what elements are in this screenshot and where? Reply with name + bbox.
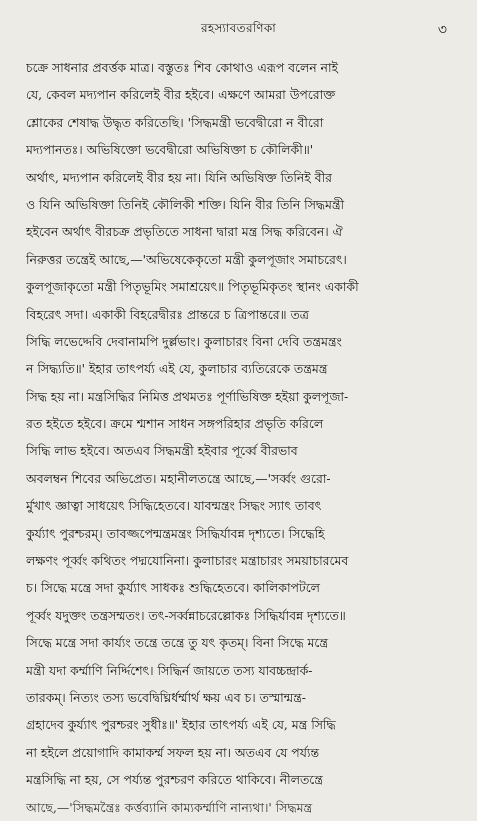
text-line: সিদ্ধ হয় না। মন্ত্রসিদ্ধির নিমিত্ত প্রথমতঃ পূর্ণাভিষিক্ত হইয়া কুলপূজা- xyxy=(26,388,349,404)
text-line: না হইলে প্রয়োগাদি কামাকর্ম্ম সফল হয় না। অতএব যে পর্য্যন্ত xyxy=(26,744,319,760)
text-line: সিদ্ধে মন্ত্রে সদা কার্য্যং তন্ত্রে তন্ত্রে তু যৎ কৃতম্। বিনা সিদ্ধে মন্ত্রে xyxy=(26,635,328,651)
text-line: হইবেন অর্থাৎ বীরচক্র প্রভৃতিতে সাধনা দ্বারা মন্ত্র সিদ্ধ করিবেন। ঐ xyxy=(26,224,343,240)
text-line: যে, কেবল মদ্যপান করিলেই বীর হইবে। এক্ষণে আমরা উপরোক্ত xyxy=(26,87,336,103)
text-line: বিহরেৎ সদা। একাকী বিহরেদ্বীরঃ প্রান্তরে চ ত্রিপান্তরে॥ তত্র xyxy=(26,306,309,322)
text-line: চ। সিদ্ধে মন্ত্রে সদা কুর্য্যাৎ সাধকঃ শুদ্ধিহেতবে। কালিকাপটলে xyxy=(26,580,320,596)
running-title: রহস্যাবতরণিকা xyxy=(200,21,277,35)
text-line: মদ্যপানতঃ। অভিষিক্তো ভবেদ্বীরো অভিষিক্তা চ কৌলিকী॥' xyxy=(26,142,314,158)
text-line: মন্ত্রী যদা কর্ম্মাণি নির্দ্দিশেৎ। সিদ্ধির্ন জায়তে তস্য যাবচ্চন্দ্রার্ক- xyxy=(26,662,313,678)
text-line: পূর্ব্বং যদুক্তং তন্ত্রসম্মতং। তৎ-সর্ব্বন্নাচরেল্লোকঃ সিদ্ধির্যাবন্ন দৃশ্যতে॥ xyxy=(26,607,346,623)
body-text xyxy=(26,54,451,821)
text-line: শ্লোকের শেষাদ্ধ উদ্ধৃত করিতেছি। 'সিদ্ধমন্ত্রী ভবেদ্বীরো ন বীরো xyxy=(26,114,324,130)
text-line: সিদ্ধি লভেদ্দেবি দেবানামপি দুর্ল্লভাং। কুলাচারং বিনা দেবি তন্ত্রমন্ত্রং xyxy=(26,333,342,349)
page-number: ৩ xyxy=(437,22,447,38)
text-line: কুর্য্যাৎ পুরশ্চরম্। তাবজ্জপেন্মন্ত্রমন্ত্রং সিদ্ধির্যাবন্ন দৃশ্যতে। সিদ্ধেহি xyxy=(26,525,325,541)
text-line: ও যিনি অভিষিক্তা তিনিই কৌলিকী শক্তি। যিনি বীর তিনি সিদ্ধমন্ত্রী xyxy=(26,196,345,212)
page-header xyxy=(26,18,451,40)
text-line: মন্ত্রসিদ্ধি না হয়, সে পর্য্যন্ত পুরশ্চরণ করিতে থাকিবে। নীলতন্ত্রে xyxy=(26,772,323,788)
text-line: র্মুখাৎ জ্ঞাত্বা সাধয়েৎ সিদ্ধিহেতবে। যাবন্মন্ত্রং সিদ্ধং স্যাৎ তাবৎ xyxy=(26,498,322,514)
text-line: অবলম্বন শিবের অভিপ্রেত। মহানীলতন্ত্রে আছে,—'সর্ব্বং গুরো- xyxy=(26,470,331,486)
text-line: অর্থাৎ, মদ্যপান করিলেই বীর হয় না। যিনি অভিষিক্ত তিনিই বীর xyxy=(26,169,332,185)
text-line: ন সিদ্ধ্যতি॥' ইহার তাৎপর্য্য এই যে, কুলাচার ব্যতিরেকে তন্ত্রমন্ত্র xyxy=(26,361,328,377)
text-line: কুলপূজাকৃতো মন্ত্রী পিতৃভূমিং সমাশ্রয়েৎ॥ পিতৃভূমিকৃতং স্থানং একাকী xyxy=(26,279,359,295)
text-line: রত হইতে হইবে। ক্রমে শ্মশান সাধন সঙ্গপরিহার প্রভৃতি করিলে xyxy=(26,416,324,432)
text-line: সিদ্ধি লাভ হইবে। অতএব সিদ্ধমন্ত্রী হইবার পূর্ব্বে বীরভাব xyxy=(26,443,298,459)
text-line: লক্ষণং পূর্ব্বং কথিতং পদ্মযোনিনা। কুলাচারং মন্ত্রাচারং সময়াচারমেব xyxy=(26,553,349,569)
text-line: আছে,—'সিদ্ধমন্ত্রৈঃ কর্ত্তব্যানি কাম্যকর্ম্মাণি নান্যথা।' সিদ্ধমন্ত্র xyxy=(26,799,313,815)
text-line: তারকম্। নিত্যং তস্য ভবেদ্বিঘ্নির্ধর্ম্মার্থ ক্ষয় এব চ। তস্মান্মন্ত্র- xyxy=(26,689,306,705)
text-line: নিরুত্তর তন্ত্রেই আছে,—'অভিষেকেকৃতো মন্ত্রী কুলপূজাং সমাচরেৎ। xyxy=(26,251,347,267)
text-line: গ্রহাদেব কুর্য্যাৎ পুরশ্চরং সুধীঃ॥' ইহার তাৎপর্য্য এই যে, মন্ত্র সিদ্ধি xyxy=(26,717,336,733)
text-line: চক্রে সাধনার প্রবর্ত্তক মাত্র। বস্তুতঃ শিব কোথাও এরূপ বলেন নাই xyxy=(26,60,338,75)
